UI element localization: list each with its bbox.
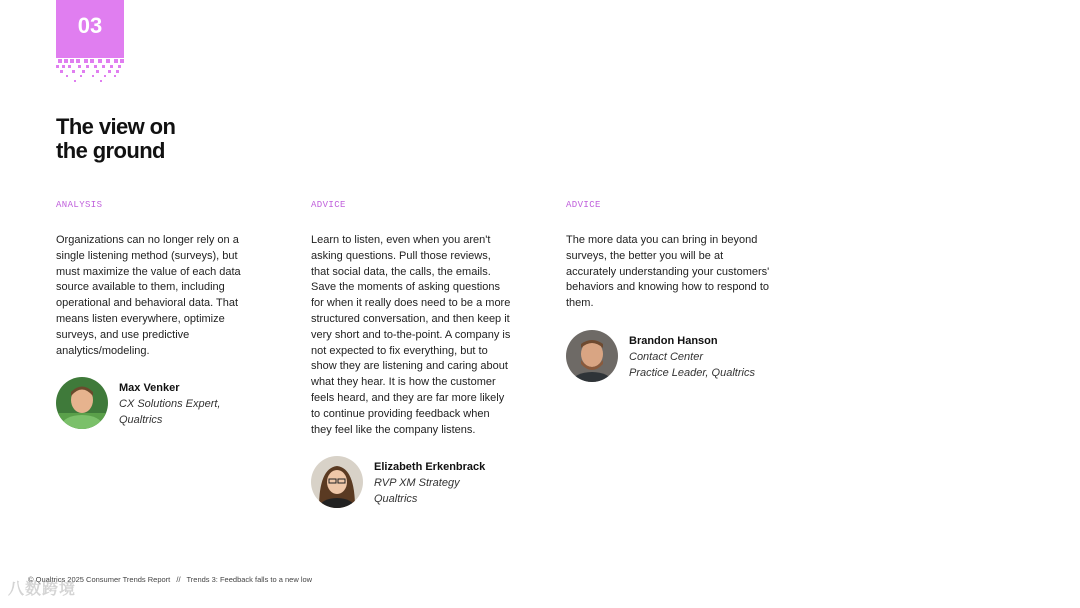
person-role-line-2: Qualtrics: [374, 493, 418, 506]
person-name: Brandon Hanson: [629, 334, 718, 347]
page-title: [56, 115, 175, 163]
person-role-line-1: Contact Center: [629, 350, 703, 363]
column-tag: ADVICE: [566, 200, 601, 210]
person-role-line-1: RVP XM Strategy: [374, 477, 460, 490]
person-card: [56, 377, 261, 433]
column-tag: ANALYSIS: [56, 200, 103, 210]
avatar: [311, 456, 363, 508]
person-info: [119, 380, 221, 428]
person-role-line-2: Practice Leader, Qualtrics: [629, 366, 755, 379]
quote-column-2: [311, 200, 511, 512]
person-name: Elizabeth Erkenbrack: [374, 461, 486, 474]
footer-separator: //: [176, 575, 181, 584]
section-number-badge: 03: [56, 0, 124, 52]
column-body-text: Learn to listen, even when you aren't asking questions. Pull those reviews, that social data, the calls, the emails. Save the moments of asking questions for when it really does need to be a more structured conversation, and then keep it very short and to-the-point. A company is not expected to fix everything, but to show they are listening and caring about what they hear. It is how the customer feels heard, and they are far more likely to continue providing feedback when they feel like the company listens.: [311, 234, 511, 436]
page-title-line-2: the ground: [56, 138, 165, 163]
pixel-pattern-decoration: [56, 52, 124, 84]
person-card: [311, 456, 511, 512]
column-tag: ADVICE: [311, 200, 346, 210]
footer-trend-label: Trends 3: Feedback falls to a new low: [186, 575, 313, 584]
person-name: Max Venker: [119, 382, 180, 395]
avatar: [566, 330, 618, 382]
footer-copyright: © Qualtrics 2025 Consumer Trends Report: [28, 575, 171, 584]
watermark: 八数跨境: [8, 581, 77, 598]
quote-column-1: [56, 200, 261, 433]
avatar: [56, 377, 108, 429]
column-body-text: Organizations can no longer rely on a single listening method (surveys), but must maximize the value of each data source available to them, including operational and behavioral data. That means listen everywhere, optimize surveys, and use predictive analytics/modeling.: [56, 234, 241, 357]
person-role-line-1: CX Solutions Expert,: [119, 398, 221, 411]
person-role-line-2: Qualtrics: [119, 414, 163, 427]
column-body-text: The more data you can bring in beyond surveys, the better you will be at accurately understanding your customers' behaviors and knowing how to respond to them.: [566, 234, 770, 310]
person-info: [374, 459, 485, 507]
person-card: [566, 330, 771, 386]
page-title-line-1: The view on: [56, 114, 176, 139]
person-info: [629, 333, 755, 381]
quote-column-3: [566, 200, 771, 386]
